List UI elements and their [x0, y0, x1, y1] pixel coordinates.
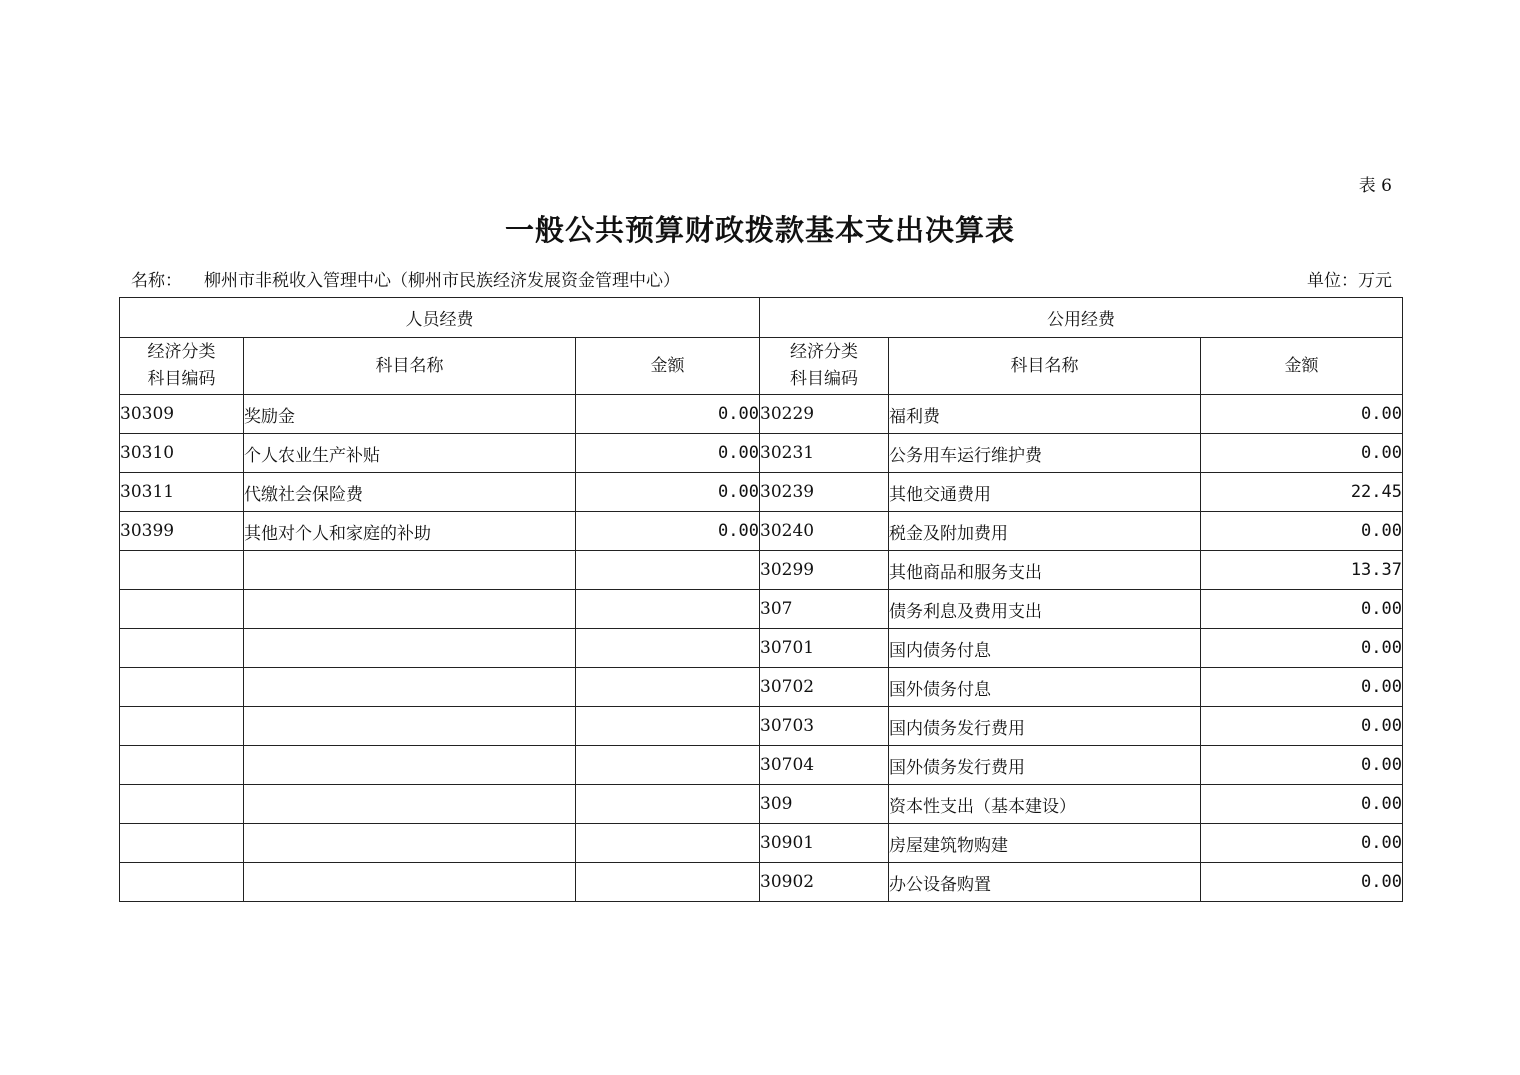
right-code-cell: 30231 — [760, 434, 889, 473]
left-amount-cell: 0.00 — [576, 395, 760, 434]
right-amount-cell: 13.37 — [1201, 551, 1403, 590]
left-code-cell — [120, 707, 244, 746]
right-name-cell: 其他商品和服务支出 — [889, 551, 1201, 590]
table-row — [120, 629, 1403, 668]
header-name-left: 科目名称 — [244, 338, 576, 395]
table-row — [120, 863, 1403, 902]
left-amount-cell: 0.00 — [576, 512, 760, 551]
right-name-cell: 债务利息及费用支出 — [889, 590, 1201, 629]
right-name-cell: 国外债务付息 — [889, 668, 1201, 707]
right-code-cell: 30902 — [760, 863, 889, 902]
group-header-public: 公用经费 — [760, 298, 1403, 338]
right-code-cell: 309 — [760, 785, 889, 824]
right-code-cell: 30240 — [760, 512, 889, 551]
right-name-cell: 房屋建筑物购建 — [889, 824, 1201, 863]
left-code-cell — [120, 824, 244, 863]
right-amount-cell: 0.00 — [1201, 707, 1403, 746]
left-code-cell: 30310 — [120, 434, 244, 473]
table-row — [120, 473, 1403, 512]
right-code-cell: 30704 — [760, 746, 889, 785]
table-row — [120, 746, 1403, 785]
header-code-line1: 经济分类 — [147, 342, 216, 362]
left-name-cell — [244, 668, 576, 707]
right-name-cell: 国内债务付息 — [889, 629, 1201, 668]
expenditure-table — [119, 297, 1403, 902]
group-header-personnel: 人员经费 — [120, 298, 760, 338]
header-code-right — [760, 338, 889, 395]
right-name-cell: 其他交通费用 — [889, 473, 1201, 512]
left-amount-cell — [576, 590, 760, 629]
right-code-cell: 30702 — [760, 668, 889, 707]
right-amount-cell: 0.00 — [1201, 746, 1403, 785]
header-code-line1: 经济分类 — [790, 342, 858, 362]
left-name-cell — [244, 629, 576, 668]
left-name-cell: 奖励金 — [244, 395, 576, 434]
right-amount-cell: 0.00 — [1201, 785, 1403, 824]
right-code-cell: 30229 — [760, 395, 889, 434]
right-amount-cell: 0.00 — [1201, 863, 1403, 902]
left-name-cell: 其他对个人和家庭的补助 — [244, 512, 576, 551]
left-code-cell — [120, 590, 244, 629]
right-amount-cell: 22.45 — [1201, 473, 1403, 512]
left-amount-cell: 0.00 — [576, 434, 760, 473]
right-code-cell: 307 — [760, 590, 889, 629]
organization-label: 名称： — [131, 271, 182, 291]
left-name-cell — [244, 590, 576, 629]
right-code-cell: 30703 — [760, 707, 889, 746]
left-amount-cell — [576, 785, 760, 824]
table-row — [120, 395, 1403, 434]
left-name-cell: 个人农业生产补贴 — [244, 434, 576, 473]
right-code-cell: 30299 — [760, 551, 889, 590]
header-code-line2: 科目编码 — [790, 369, 858, 389]
page-title: 一般公共预算财政拨款基本支出决算表 — [504, 213, 1015, 247]
left-name-cell: 代缴社会保险费 — [244, 473, 576, 512]
left-code-cell — [120, 863, 244, 902]
table-row — [120, 707, 1403, 746]
group-header-row — [120, 298, 1403, 338]
header-code-left — [120, 338, 244, 395]
unit-label: 单位：万元 — [1307, 271, 1392, 291]
table-row — [120, 668, 1403, 707]
left-code-cell: 30309 — [120, 395, 244, 434]
left-amount-cell — [576, 746, 760, 785]
left-name-cell — [244, 707, 576, 746]
right-name-cell: 资本性支出（基本建设） — [889, 785, 1201, 824]
left-code-cell: 30311 — [120, 473, 244, 512]
left-amount-cell — [576, 551, 760, 590]
header-amount-right: 金额 — [1201, 338, 1403, 395]
table-row — [120, 512, 1403, 551]
right-amount-cell: 0.00 — [1201, 434, 1403, 473]
right-amount-cell: 0.00 — [1201, 824, 1403, 863]
left-name-cell — [244, 863, 576, 902]
left-name-cell — [244, 746, 576, 785]
right-code-cell: 30901 — [760, 824, 889, 863]
column-header-row — [120, 338, 1403, 395]
left-amount-cell — [576, 707, 760, 746]
right-amount-cell: 0.00 — [1201, 590, 1403, 629]
right-code-cell: 30701 — [760, 629, 889, 668]
header-amount-left: 金额 — [576, 338, 760, 395]
table-row — [120, 824, 1403, 863]
right-name-cell: 国外债务发行费用 — [889, 746, 1201, 785]
organization-line — [131, 266, 680, 291]
table-row — [120, 434, 1403, 473]
left-amount-cell — [576, 824, 760, 863]
right-amount-cell: 0.00 — [1201, 668, 1403, 707]
right-name-cell: 国内债务发行费用 — [889, 707, 1201, 746]
left-code-cell — [120, 551, 244, 590]
right-code-cell: 30239 — [760, 473, 889, 512]
right-name-cell: 税金及附加费用 — [889, 512, 1201, 551]
left-code-cell — [120, 629, 244, 668]
right-name-cell: 公务用车运行维护费 — [889, 434, 1201, 473]
right-amount-cell: 0.00 — [1201, 395, 1403, 434]
right-name-cell: 办公设备购置 — [889, 863, 1201, 902]
left-code-cell — [120, 746, 244, 785]
left-amount-cell — [576, 863, 760, 902]
table-number: 表 6 — [1358, 176, 1392, 196]
table-row — [120, 590, 1403, 629]
left-name-cell — [244, 785, 576, 824]
left-code-cell — [120, 668, 244, 707]
left-name-cell — [244, 551, 576, 590]
left-code-cell — [120, 785, 244, 824]
header-code-line2: 科目编码 — [147, 369, 216, 389]
left-amount-cell — [576, 668, 760, 707]
left-name-cell — [244, 824, 576, 863]
right-name-cell: 福利费 — [889, 395, 1201, 434]
right-amount-cell: 0.00 — [1201, 512, 1403, 551]
left-code-cell: 30399 — [120, 512, 244, 551]
left-amount-cell: 0.00 — [576, 473, 760, 512]
table-row — [120, 785, 1403, 824]
left-amount-cell — [576, 629, 760, 668]
table-row — [120, 551, 1403, 590]
right-amount-cell: 0.00 — [1201, 629, 1403, 668]
organization-name: 柳州市非税收入管理中心（柳州市民族经济发展资金管理中心） — [204, 271, 680, 291]
header-name-right: 科目名称 — [889, 338, 1201, 395]
